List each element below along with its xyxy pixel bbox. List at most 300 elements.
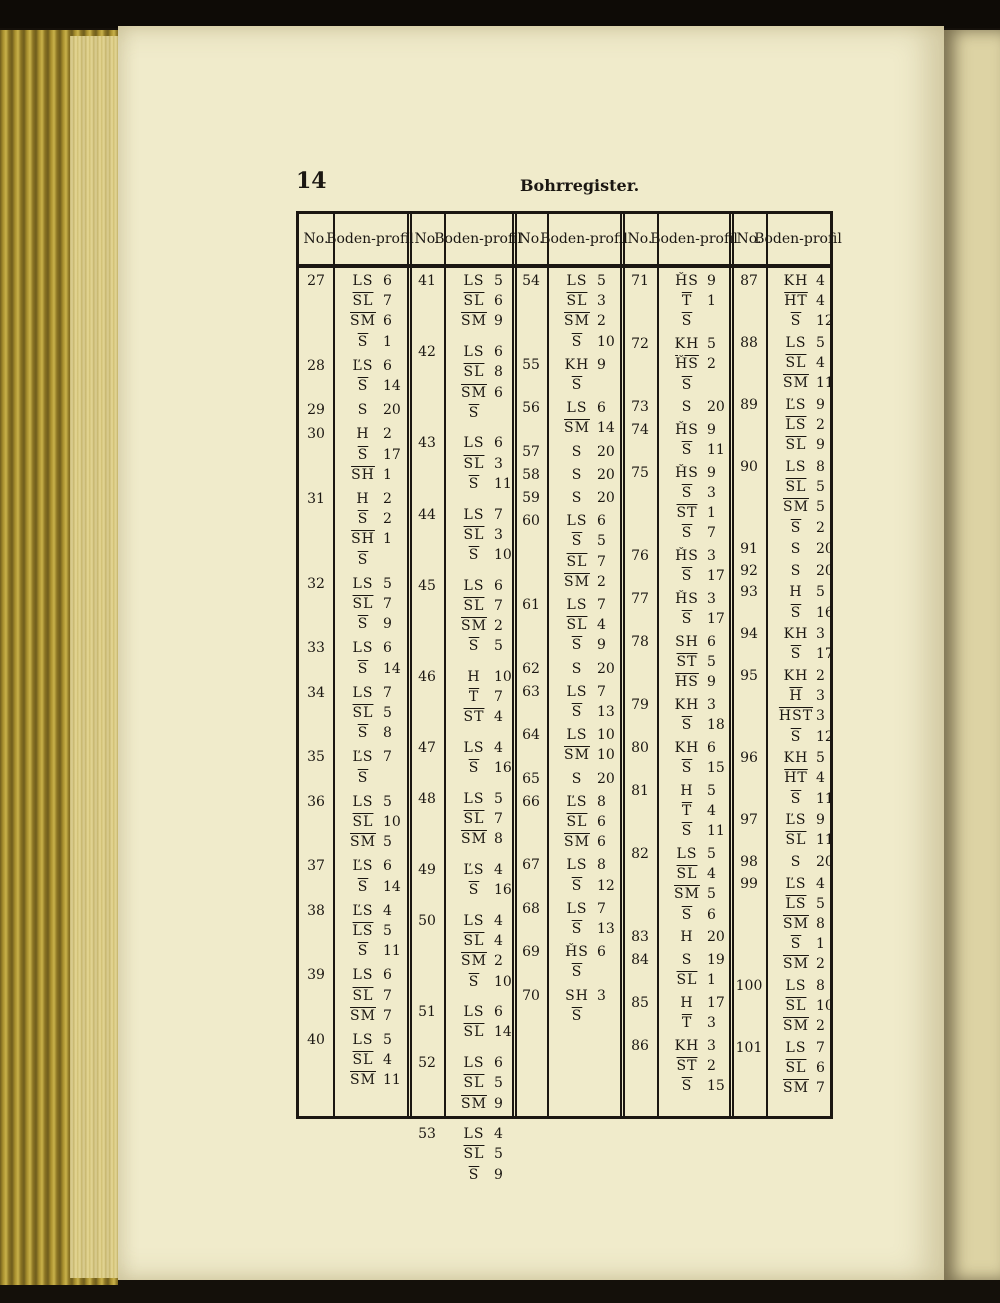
soil-code: $\overline{SM}$ — [350, 834, 376, 851]
layer-depth: 5 — [816, 335, 825, 351]
layer-depth: 6 — [707, 739, 716, 756]
bore-number: 57 — [522, 443, 540, 460]
soil-code: $\overline{S}$ — [681, 611, 693, 628]
layer-depth: 6 — [383, 313, 392, 330]
layer-depth: 5 — [494, 790, 503, 807]
layer-depth: 7 — [383, 684, 392, 701]
bore-number: 45 — [418, 577, 436, 594]
layer-depth: 2 — [816, 417, 825, 434]
layer-depth: 6 — [707, 906, 716, 923]
bore-number: 89 — [740, 397, 758, 413]
bore-number: 71 — [631, 273, 649, 289]
layer-depth: 4 — [494, 1126, 503, 1143]
layer-depth: 9 — [494, 313, 503, 330]
layer-depth: 7 — [494, 506, 503, 523]
bore-number: 95 — [740, 668, 758, 684]
layer-depth: 10 — [383, 814, 401, 830]
layer-depth: 1 — [707, 972, 716, 989]
bore-number: 92 — [740, 562, 758, 579]
bore-number: 81 — [631, 782, 649, 799]
soil-code: $\overline{SM}$ — [564, 420, 590, 437]
layer-depth: 4 — [383, 902, 392, 919]
soil-code: $\overline{SL}$ — [352, 293, 374, 310]
layer-depth: 8 — [597, 793, 606, 810]
bore-number: 75 — [631, 464, 649, 481]
soil-code: $\overline{SL}$ — [463, 1075, 485, 1092]
layer-depth: 7 — [494, 811, 503, 828]
layer-depth: 3 — [707, 1015, 716, 1031]
layer-depth: 5 — [707, 782, 716, 799]
soil-code: $\overline{S}$ — [681, 442, 693, 459]
header-bodenprofil — [540, 214, 628, 264]
soil-code: $\overline{S}$ — [468, 1166, 480, 1183]
bore-number: 98 — [740, 854, 758, 870]
soil-code: $\overline{S}$ — [357, 551, 369, 568]
soil-code: $\overline{SM}$ — [783, 956, 809, 973]
layer-depth: 2 — [383, 426, 392, 443]
soil-code: LS — [463, 435, 485, 452]
soil-code: ȞS — [675, 273, 699, 289]
bore-number: 73 — [631, 399, 649, 416]
soil-code: $\overline{ȞS}$ — [675, 356, 699, 373]
layer-depth: 14 — [383, 660, 401, 677]
soil-code: KH — [674, 697, 700, 713]
soil-code: ĽS — [352, 749, 374, 766]
bore-number: 67 — [522, 857, 540, 874]
soil-code: LS — [352, 640, 374, 657]
bore-number: 47 — [418, 740, 436, 756]
layer-depth: 8 — [494, 364, 503, 381]
soil-code: $\overline{SL}$ — [463, 455, 485, 472]
bore-number: 54 — [522, 273, 540, 289]
soil-code: LS — [463, 912, 485, 929]
soil-code: $\overline{S}$ — [681, 823, 693, 840]
soil-code: LS — [566, 513, 588, 530]
soil-code: $\overline{SL}$ — [785, 832, 807, 849]
soil-code: S — [571, 660, 583, 677]
layer-depth: 6 — [494, 577, 503, 594]
soil-code: KH — [674, 1037, 700, 1054]
layer-depth: 11 — [383, 1072, 401, 1089]
soil-code: ĽS — [352, 902, 374, 919]
soil-code: $\overline{S}$ — [468, 973, 480, 990]
soil-code: $\overline{S}$ — [357, 878, 369, 895]
bore-number: 49 — [418, 862, 436, 878]
bore-number: 36 — [307, 793, 325, 810]
soil-code: $\overline{S}$ — [681, 376, 693, 393]
layer-depth: 10 — [816, 998, 834, 1015]
soil-code: LS — [463, 1126, 485, 1143]
layer-depth: 6 — [383, 640, 392, 657]
bore-number: 53 — [418, 1126, 436, 1143]
soil-code: H — [467, 668, 481, 685]
layer-depth: 2 — [494, 618, 503, 634]
bore-number: 50 — [418, 912, 436, 929]
soil-code: SH — [565, 987, 589, 1004]
layer-depth: 9 — [816, 397, 825, 413]
soil-code: $\overline{S}$ — [571, 877, 583, 894]
soil-code: $\overline{S}$ — [357, 660, 369, 677]
soil-code: $\overline{SM}$ — [783, 1018, 809, 1035]
soil-code: $\overline{S}$ — [571, 377, 583, 393]
layer-depth: 3 — [816, 708, 825, 725]
layer-depth: 5 — [383, 793, 392, 810]
soil-code: $\overline{S}$ — [468, 638, 480, 655]
bore-number: 80 — [631, 739, 649, 756]
soil-code: LS — [352, 575, 374, 592]
soil-code: LS — [566, 597, 588, 613]
bore-number: 52 — [418, 1055, 436, 1072]
bore-number: 84 — [631, 951, 649, 968]
bore-number: 65 — [522, 770, 540, 787]
bore-number: 29 — [307, 402, 325, 419]
layer-depth: 9 — [383, 616, 392, 633]
layer-depth: 7 — [383, 987, 392, 1004]
soil-code: $\overline{LS}$ — [785, 417, 807, 434]
layer-depth: 9 — [707, 674, 716, 691]
bore-number: 82 — [631, 845, 649, 862]
header-no: No. — [627, 231, 653, 247]
layer-depth: 12 — [816, 313, 834, 330]
layer-depth: 9 — [597, 637, 606, 654]
soil-code: $\overline{SL}$ — [463, 364, 485, 381]
layer-depth: 17 — [707, 611, 725, 628]
soil-code: $\overline{S}$ — [571, 964, 583, 981]
soil-code: SH — [675, 633, 699, 650]
layer-depth: 20 — [597, 466, 615, 483]
soil-code: $\overline{S}$ — [790, 790, 802, 807]
layer-depth: 6 — [816, 1060, 825, 1077]
soil-code: $\overline{S}$ — [790, 728, 802, 745]
layer-depth: 6 — [597, 944, 606, 961]
layer-depth: 5 — [816, 750, 825, 767]
soil-code: $\overline{SL}$ — [352, 596, 374, 612]
soil-code: S — [571, 770, 583, 787]
layer-depth: 14 — [494, 1024, 512, 1041]
bore-number: 37 — [307, 858, 325, 875]
soil-code: $\overline{SM}$ — [461, 384, 487, 401]
layer-depth: 10 — [597, 333, 615, 350]
layer-depth: 9 — [707, 273, 716, 289]
soil-code: $\overline{SL}$ — [676, 972, 698, 989]
soil-code: $\overline{SL}$ — [352, 987, 374, 1004]
soil-code: $\overline{S}$ — [468, 546, 480, 563]
soil-code: $\overline{SM}$ — [564, 313, 590, 330]
layer-depth: 18 — [707, 717, 725, 734]
soil-code: $\overline{S}$ — [790, 646, 802, 663]
layer-depth: 20 — [383, 402, 401, 419]
bore-number: 77 — [631, 591, 649, 607]
bore-number: 91 — [740, 541, 758, 558]
soil-code: $\overline{T}$ — [681, 293, 693, 310]
soil-code: $\overline{SM}$ — [564, 747, 590, 764]
column-rule — [766, 214, 768, 1116]
layer-depth: 7 — [383, 293, 392, 310]
layer-depth: 17 — [816, 646, 834, 663]
layer-depth: 11 — [494, 475, 512, 492]
soil-code: ȞS — [675, 421, 699, 438]
layer-depth: 2 — [707, 1057, 716, 1074]
soil-code: $\overline{SL}$ — [463, 293, 485, 310]
bore-number: 30 — [307, 426, 325, 443]
soil-code: $\overline{SM}$ — [461, 1095, 487, 1112]
soil-code: $\overline{SL}$ — [566, 617, 588, 634]
layer-depth: 5 — [816, 499, 825, 516]
layer-depth: 4 — [383, 1052, 392, 1069]
bore-number: 90 — [740, 459, 758, 475]
layer-depth: 12 — [597, 877, 615, 894]
soil-code: KH — [564, 356, 590, 373]
soil-code: LS — [566, 900, 588, 917]
layer-depth: 4 — [707, 803, 716, 819]
layer-depth: 4 — [816, 273, 825, 289]
bore-number: 38 — [307, 902, 325, 919]
layer-depth: 4 — [494, 933, 503, 950]
soil-code: H — [680, 929, 694, 946]
layer-depth: 2 — [597, 573, 606, 590]
soil-code: $\overline{S}$ — [790, 936, 802, 953]
layer-depth: 16 — [816, 604, 834, 621]
soil-code: $\overline{SL}$ — [676, 866, 698, 883]
layer-depth: 5 — [597, 273, 606, 289]
soil-code: $\overline{S}$ — [468, 882, 480, 899]
soil-code: $\overline{SM}$ — [783, 916, 809, 932]
layer-depth: 2 — [707, 356, 716, 373]
bore-number: 44 — [418, 506, 436, 523]
soil-code: $\overline{SL}$ — [566, 553, 588, 570]
soil-code: ȞS — [675, 548, 699, 565]
soil-code: H — [789, 584, 803, 601]
bore-number: 33 — [307, 640, 325, 657]
bore-number: 64 — [522, 727, 540, 744]
soil-code: S — [790, 854, 802, 870]
bore-number: 61 — [522, 597, 540, 613]
page-title: Bohrregister. — [520, 176, 640, 195]
layer-depth: 6 — [383, 967, 392, 984]
soil-code: $\overline{H}$ — [789, 688, 803, 705]
soil-code: $\overline{SL}$ — [463, 933, 485, 950]
soil-code: LS — [463, 506, 485, 523]
soil-code: ĽS — [352, 357, 374, 374]
header-no: No. — [518, 231, 544, 247]
layer-depth: 6 — [597, 834, 606, 851]
soil-code: $\overline{SL}$ — [463, 1146, 485, 1163]
bore-number: 85 — [631, 994, 649, 1011]
bore-number: 97 — [740, 812, 758, 829]
soil-code: S — [571, 443, 583, 460]
soil-code: $\overline{T}$ — [468, 689, 480, 706]
soil-code: $\overline{SM}$ — [461, 313, 487, 330]
soil-code: $\overline{SM}$ — [461, 618, 487, 634]
layer-depth: 14 — [383, 878, 401, 895]
layer-depth: 6 — [383, 273, 392, 289]
soil-code: LS — [785, 1040, 807, 1056]
bore-number: 46 — [418, 668, 436, 685]
layer-depth: 2 — [816, 956, 825, 973]
soil-code: $\overline{SL}$ — [352, 705, 374, 721]
soil-code: $\overline{S}$ — [790, 519, 802, 536]
soil-code: $\overline{SL}$ — [785, 1060, 807, 1077]
layer-depth: 9 — [707, 464, 716, 481]
bore-number: 48 — [418, 790, 436, 807]
header-profile-line: profil — [699, 231, 738, 247]
layer-depth: 4 — [494, 740, 503, 756]
bore-number: 31 — [307, 491, 325, 507]
soil-code: $\overline{SL}$ — [785, 479, 807, 496]
layer-depth: 4 — [597, 617, 606, 634]
layer-depth: 19 — [707, 951, 725, 968]
soil-code: LS — [463, 740, 485, 756]
soil-code: LS — [566, 727, 588, 744]
soil-code: $\overline{SH}$ — [351, 531, 375, 548]
soil-code: $\overline{S}$ — [681, 485, 693, 501]
soil-code: $\overline{SM}$ — [461, 953, 487, 970]
layer-depth: 20 — [707, 399, 725, 416]
bore-number: 68 — [522, 900, 540, 917]
soil-code: $\overline{S}$ — [681, 760, 693, 777]
layer-depth: 5 — [383, 923, 392, 939]
bore-number: 28 — [307, 357, 325, 374]
soil-code: S — [790, 562, 802, 579]
layer-depth: 7 — [494, 597, 503, 614]
soil-code: ĽS — [463, 862, 485, 878]
layer-depth: 6 — [494, 384, 503, 401]
soil-code: $\overline{HT}$ — [784, 770, 808, 787]
soil-code: LS — [352, 684, 374, 701]
header-profile-line: profil — [483, 231, 522, 247]
layer-depth: 13 — [597, 704, 615, 720]
header-rule — [299, 264, 830, 268]
layer-depth: 6 — [494, 435, 503, 452]
soil-code: $\overline{LS}$ — [785, 895, 807, 912]
layer-depth: 7 — [707, 525, 716, 542]
bore-number: 94 — [740, 626, 758, 643]
soil-code: $\overline{S}$ — [468, 404, 480, 421]
soil-code: LS — [566, 683, 588, 700]
soil-code: $\overline{S}$ — [790, 604, 802, 621]
soil-code: $\overline{S}$ — [357, 943, 369, 960]
layer-depth: 3 — [597, 987, 606, 1004]
soil-code: S — [790, 541, 802, 558]
soil-code: $\overline{S}$ — [790, 313, 802, 330]
soil-code: ĽS — [785, 397, 807, 413]
layer-depth: 6 — [494, 293, 503, 310]
layer-depth: 9 — [816, 812, 825, 829]
layer-depth: 4 — [816, 875, 825, 892]
soil-code: $\overline{HST}$ — [778, 708, 814, 725]
page-number: 14 — [296, 168, 327, 194]
soil-code: $\overline{SM}$ — [350, 1072, 376, 1089]
layer-depth: 7 — [494, 689, 503, 706]
soil-code: $\overline{SL}$ — [463, 1024, 485, 1041]
soil-code: LS — [566, 400, 588, 417]
soil-code: ȞS — [675, 591, 699, 607]
column-rule — [333, 214, 335, 1116]
soil-code: LS — [463, 273, 485, 289]
layer-depth: 2 — [816, 668, 825, 684]
soil-code: $\overline{SM}$ — [783, 375, 809, 392]
soil-code: $\overline{SL}$ — [352, 814, 374, 830]
layer-depth: 11 — [816, 832, 834, 849]
soil-code: $\overline{S}$ — [571, 637, 583, 654]
soil-code: LS — [785, 978, 807, 994]
layer-depth: 17 — [383, 446, 401, 463]
soil-code: H — [356, 426, 370, 443]
layer-depth: 5 — [816, 479, 825, 496]
bore-number: 76 — [631, 548, 649, 565]
header-profile-line: Boden- — [434, 231, 484, 247]
bore-number: 55 — [522, 356, 540, 373]
layer-depth: 1 — [383, 531, 392, 548]
soil-code: $\overline{S}$ — [357, 378, 369, 394]
layer-depth: 20 — [707, 929, 725, 946]
bore-number: 58 — [522, 466, 540, 483]
layer-depth: 10 — [597, 747, 615, 764]
bore-number: 63 — [522, 683, 540, 700]
layer-depth: 13 — [597, 921, 615, 937]
layer-depth: 4 — [494, 912, 503, 929]
bore-number: 83 — [631, 929, 649, 946]
soil-code: LS — [785, 335, 807, 351]
soil-code: LS — [676, 845, 698, 862]
bore-number: 59 — [522, 490, 540, 506]
bore-number: 43 — [418, 435, 436, 452]
layer-depth: 9 — [494, 1166, 503, 1183]
bore-number: 74 — [631, 421, 649, 438]
bore-number: 66 — [522, 793, 540, 810]
bore-number: 69 — [522, 944, 540, 961]
bore-number: 78 — [631, 633, 649, 650]
bore-number: 40 — [307, 1032, 325, 1048]
layer-depth: 6 — [383, 858, 392, 875]
bore-number: 93 — [740, 584, 758, 601]
bore-number: 41 — [418, 273, 436, 289]
header-profile-line: profil — [375, 231, 414, 247]
layer-depth: 4 — [494, 709, 503, 726]
layer-depth: 11 — [707, 823, 725, 840]
book-page-edges-light — [70, 36, 120, 1278]
header-profile-line: Boden- — [754, 231, 804, 247]
layer-depth: 4 — [816, 355, 825, 372]
layer-depth: 8 — [383, 725, 392, 742]
bore-number: 88 — [740, 335, 758, 351]
layer-depth: 6 — [494, 344, 503, 361]
soil-code: $\overline{SL}$ — [785, 355, 807, 372]
layer-depth: 5 — [494, 1075, 503, 1092]
bore-number: 72 — [631, 336, 649, 353]
header-bodenprofil — [434, 214, 522, 264]
soil-code: LS — [352, 967, 374, 984]
soil-code: KH — [783, 668, 809, 684]
layer-depth: 6 — [597, 400, 606, 417]
layer-depth: 1 — [707, 293, 716, 310]
layer-depth: 10 — [494, 973, 512, 990]
bore-number: 79 — [631, 697, 649, 713]
soil-code: ĽS — [785, 875, 807, 892]
soil-code: $\overline{SM}$ — [783, 499, 809, 516]
soil-code: $\overline{HS}$ — [675, 674, 699, 691]
layer-depth: 10 — [494, 546, 512, 563]
soil-code: LS — [352, 273, 374, 289]
layer-depth: 10 — [494, 668, 512, 685]
soil-code: $\overline{SL}$ — [566, 814, 588, 830]
layer-depth: 15 — [707, 1078, 725, 1095]
layer-depth: 4 — [816, 770, 825, 787]
layer-depth: 1 — [816, 936, 825, 953]
layer-depth: 3 — [707, 548, 716, 565]
soil-code: $\overline{SM}$ — [461, 831, 487, 848]
layer-depth: 3 — [707, 591, 716, 607]
